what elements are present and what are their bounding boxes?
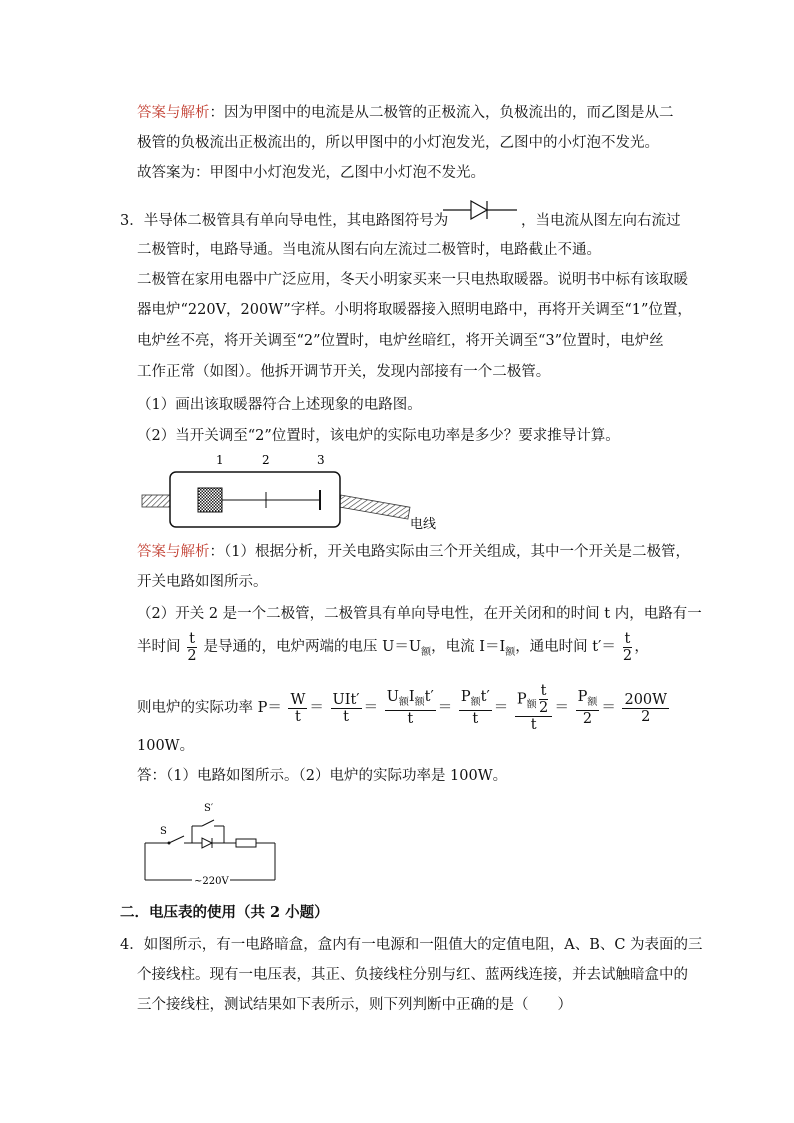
section-heading: 二．电压表的使用（共 2 小题） <box>120 904 329 921</box>
text: P <box>516 691 527 708</box>
q3-intro-b: ，当电流从图左向右流过 <box>521 213 681 229</box>
q3-sub2: （2）当开关调至“2”位置时，该电炉的实际电功率是多少？要求推导计算。 <box>137 428 620 444</box>
text: P <box>577 688 588 705</box>
q4-line3: 三个接线柱，测试结果如下表所示，则下列判断中正确的是（ ） <box>137 997 572 1013</box>
q3-intro <box>120 211 448 231</box>
q3-final-answer: 答：（1）电路如图所示。（2）电炉的实际功率是 100W。 <box>137 768 508 784</box>
frac-den: t <box>472 711 479 728</box>
fraction-t-over-2 <box>187 631 197 664</box>
text: t′ <box>480 688 490 705</box>
frac-den: 2 <box>187 647 197 664</box>
switch-s <box>169 836 184 843</box>
q3-intro-a: 半导体二极管具有单向导电性，其电路图符号为 <box>143 213 449 229</box>
q3-line6: 工作正常（如图）。他拆开调节开关，发现内部接有一个二极管。 <box>137 364 551 380</box>
solution-label: 答案与解析 <box>137 105 210 121</box>
fraction <box>331 692 362 725</box>
text: 如图所示，有一电路暗盒，盒内有一电源和一阻值大的定值电阻，A、B、C 为表面的三 <box>143 937 703 953</box>
frac-den: t <box>530 717 537 733</box>
pos2-label: 2 <box>262 453 270 467</box>
text: I <box>408 688 415 705</box>
subscript: 额 <box>587 696 598 708</box>
fraction <box>459 689 492 728</box>
equals: ＝ <box>493 700 509 716</box>
frac-num <box>515 683 553 717</box>
q3-line3: 二极管在家用电器中广泛应用，冬天小明家买来一只电热取暖器。说明书中标有该取暖 <box>137 272 688 288</box>
q3-line2: 二极管时，电路导通。当电流从图右向左流过二极管时，电路截止不通。 <box>137 242 601 258</box>
frac-num <box>385 689 436 712</box>
frac-num: t <box>189 630 195 647</box>
fraction-t-over-2 <box>539 683 549 716</box>
equals: ＝ <box>437 700 453 716</box>
frac-den: t <box>407 711 414 728</box>
frac-num <box>459 689 492 712</box>
wire-label: 电线 <box>410 517 437 532</box>
equals: ＝ <box>309 700 324 716</box>
text: U <box>386 688 399 705</box>
frac-num: W <box>290 691 306 708</box>
subscript: 额 <box>414 696 425 708</box>
prev-solution-line1 <box>137 103 674 123</box>
s-label: S <box>160 826 167 837</box>
pos3-label: 3 <box>317 453 325 467</box>
q3-solution-line2: 开关电路如图所示。 <box>137 574 268 590</box>
frac-den: t <box>343 708 349 725</box>
text: 半时间 <box>137 639 181 655</box>
equals: ＝ <box>363 700 379 716</box>
fraction <box>515 683 553 733</box>
resistor <box>236 839 256 847</box>
subscript: 额 <box>398 696 409 708</box>
q3-sub1: （1）画出该取暖器符合上述现象的电路图。 <box>137 397 422 413</box>
text: ：（1）根据分析，开关电路实际由三个开关组成，其中一个开关是二极管， <box>209 544 690 560</box>
power-formula <box>137 683 671 733</box>
q3-solution-line1 <box>137 542 690 562</box>
text: ， <box>634 639 649 655</box>
switch-s-prime <box>202 820 214 826</box>
frac-den: t <box>295 708 301 725</box>
equals: ＝ <box>554 700 569 716</box>
voltage-label: ~220V <box>194 876 229 887</box>
frac-num <box>576 689 600 712</box>
fraction <box>385 689 436 728</box>
text: ，电流 I＝I <box>431 639 506 655</box>
question-number: 4． <box>120 937 144 953</box>
frac-den: 2 <box>538 700 549 716</box>
text: ，通电时间 t′＝ <box>515 639 616 655</box>
right-wire <box>339 495 410 519</box>
diode-symbol <box>443 196 519 224</box>
left-wire <box>142 495 170 507</box>
q4-line1 <box>120 935 703 955</box>
q4-line2: 个接线柱。现有一电压表，其正、负接线柱分别与红、蓝两线连接，并去试触暗盒中的 <box>137 967 688 983</box>
position-1-block <box>198 488 222 512</box>
solution-label: 答案与解析 <box>137 544 210 560</box>
fraction <box>576 689 600 728</box>
answer-circuit-diagram <box>140 798 290 888</box>
prev-answer: 故答案为：甲图中小灯泡发光，乙图中小灯泡不发光。 <box>137 165 485 181</box>
question-number: 3． <box>120 213 144 229</box>
q3-solution-line3: （2）开关 2 是一个二极管，二极管具有单向导电性，在开关闭和的时间 t 内，电路有一 <box>137 606 702 622</box>
fraction <box>622 692 669 725</box>
q3-line5: 电炉丝不亮，将开关调至“2”位置时，电炉丝暗红，将开关调至“3”位置时，电炉丝 <box>137 333 664 349</box>
text: 则电炉的实际功率 P＝ <box>137 700 282 716</box>
frac-num: t <box>624 630 631 647</box>
power-result: 100W。 <box>137 738 195 754</box>
s-prime-label: S′ <box>204 803 214 814</box>
q3-line4: 器电炉“220V，200W”字样。小明将取暖器接入照明电路中，再将开关调至“1”位置， <box>137 302 692 318</box>
text: 是导通的，电炉两端的电压 U＝U <box>203 639 422 655</box>
heater-switch-figure <box>140 450 440 536</box>
subscript: 额 <box>421 646 432 658</box>
fraction <box>288 692 307 725</box>
frac-den: 2 <box>582 711 593 728</box>
pos1-label: 1 <box>216 453 224 467</box>
prev-solution-line2: 极管的负极流出正极流出的，所以甲图中的小灯泡发光，乙图中的小灯泡不发光。 <box>137 135 659 151</box>
text: t′ <box>424 688 434 705</box>
q3-solution-line4 <box>137 630 649 670</box>
frac-num: UIt′ <box>332 691 360 708</box>
fraction-t-over-2 <box>623 631 633 664</box>
frac-num: t <box>540 683 547 699</box>
text: P <box>460 688 471 705</box>
subscript: 额 <box>526 699 537 711</box>
frac-num: 200W <box>624 691 668 708</box>
frac-den: 2 <box>641 708 651 725</box>
equals: ＝ <box>601 700 616 716</box>
frac-den: 2 <box>622 647 633 664</box>
subscript: 额 <box>470 696 481 708</box>
diode <box>202 838 212 848</box>
text: ：因为甲图中的电流是从二极管的正极流入，负极流出的，而乙图是从二 <box>209 105 674 121</box>
subscript: 额 <box>505 646 516 658</box>
